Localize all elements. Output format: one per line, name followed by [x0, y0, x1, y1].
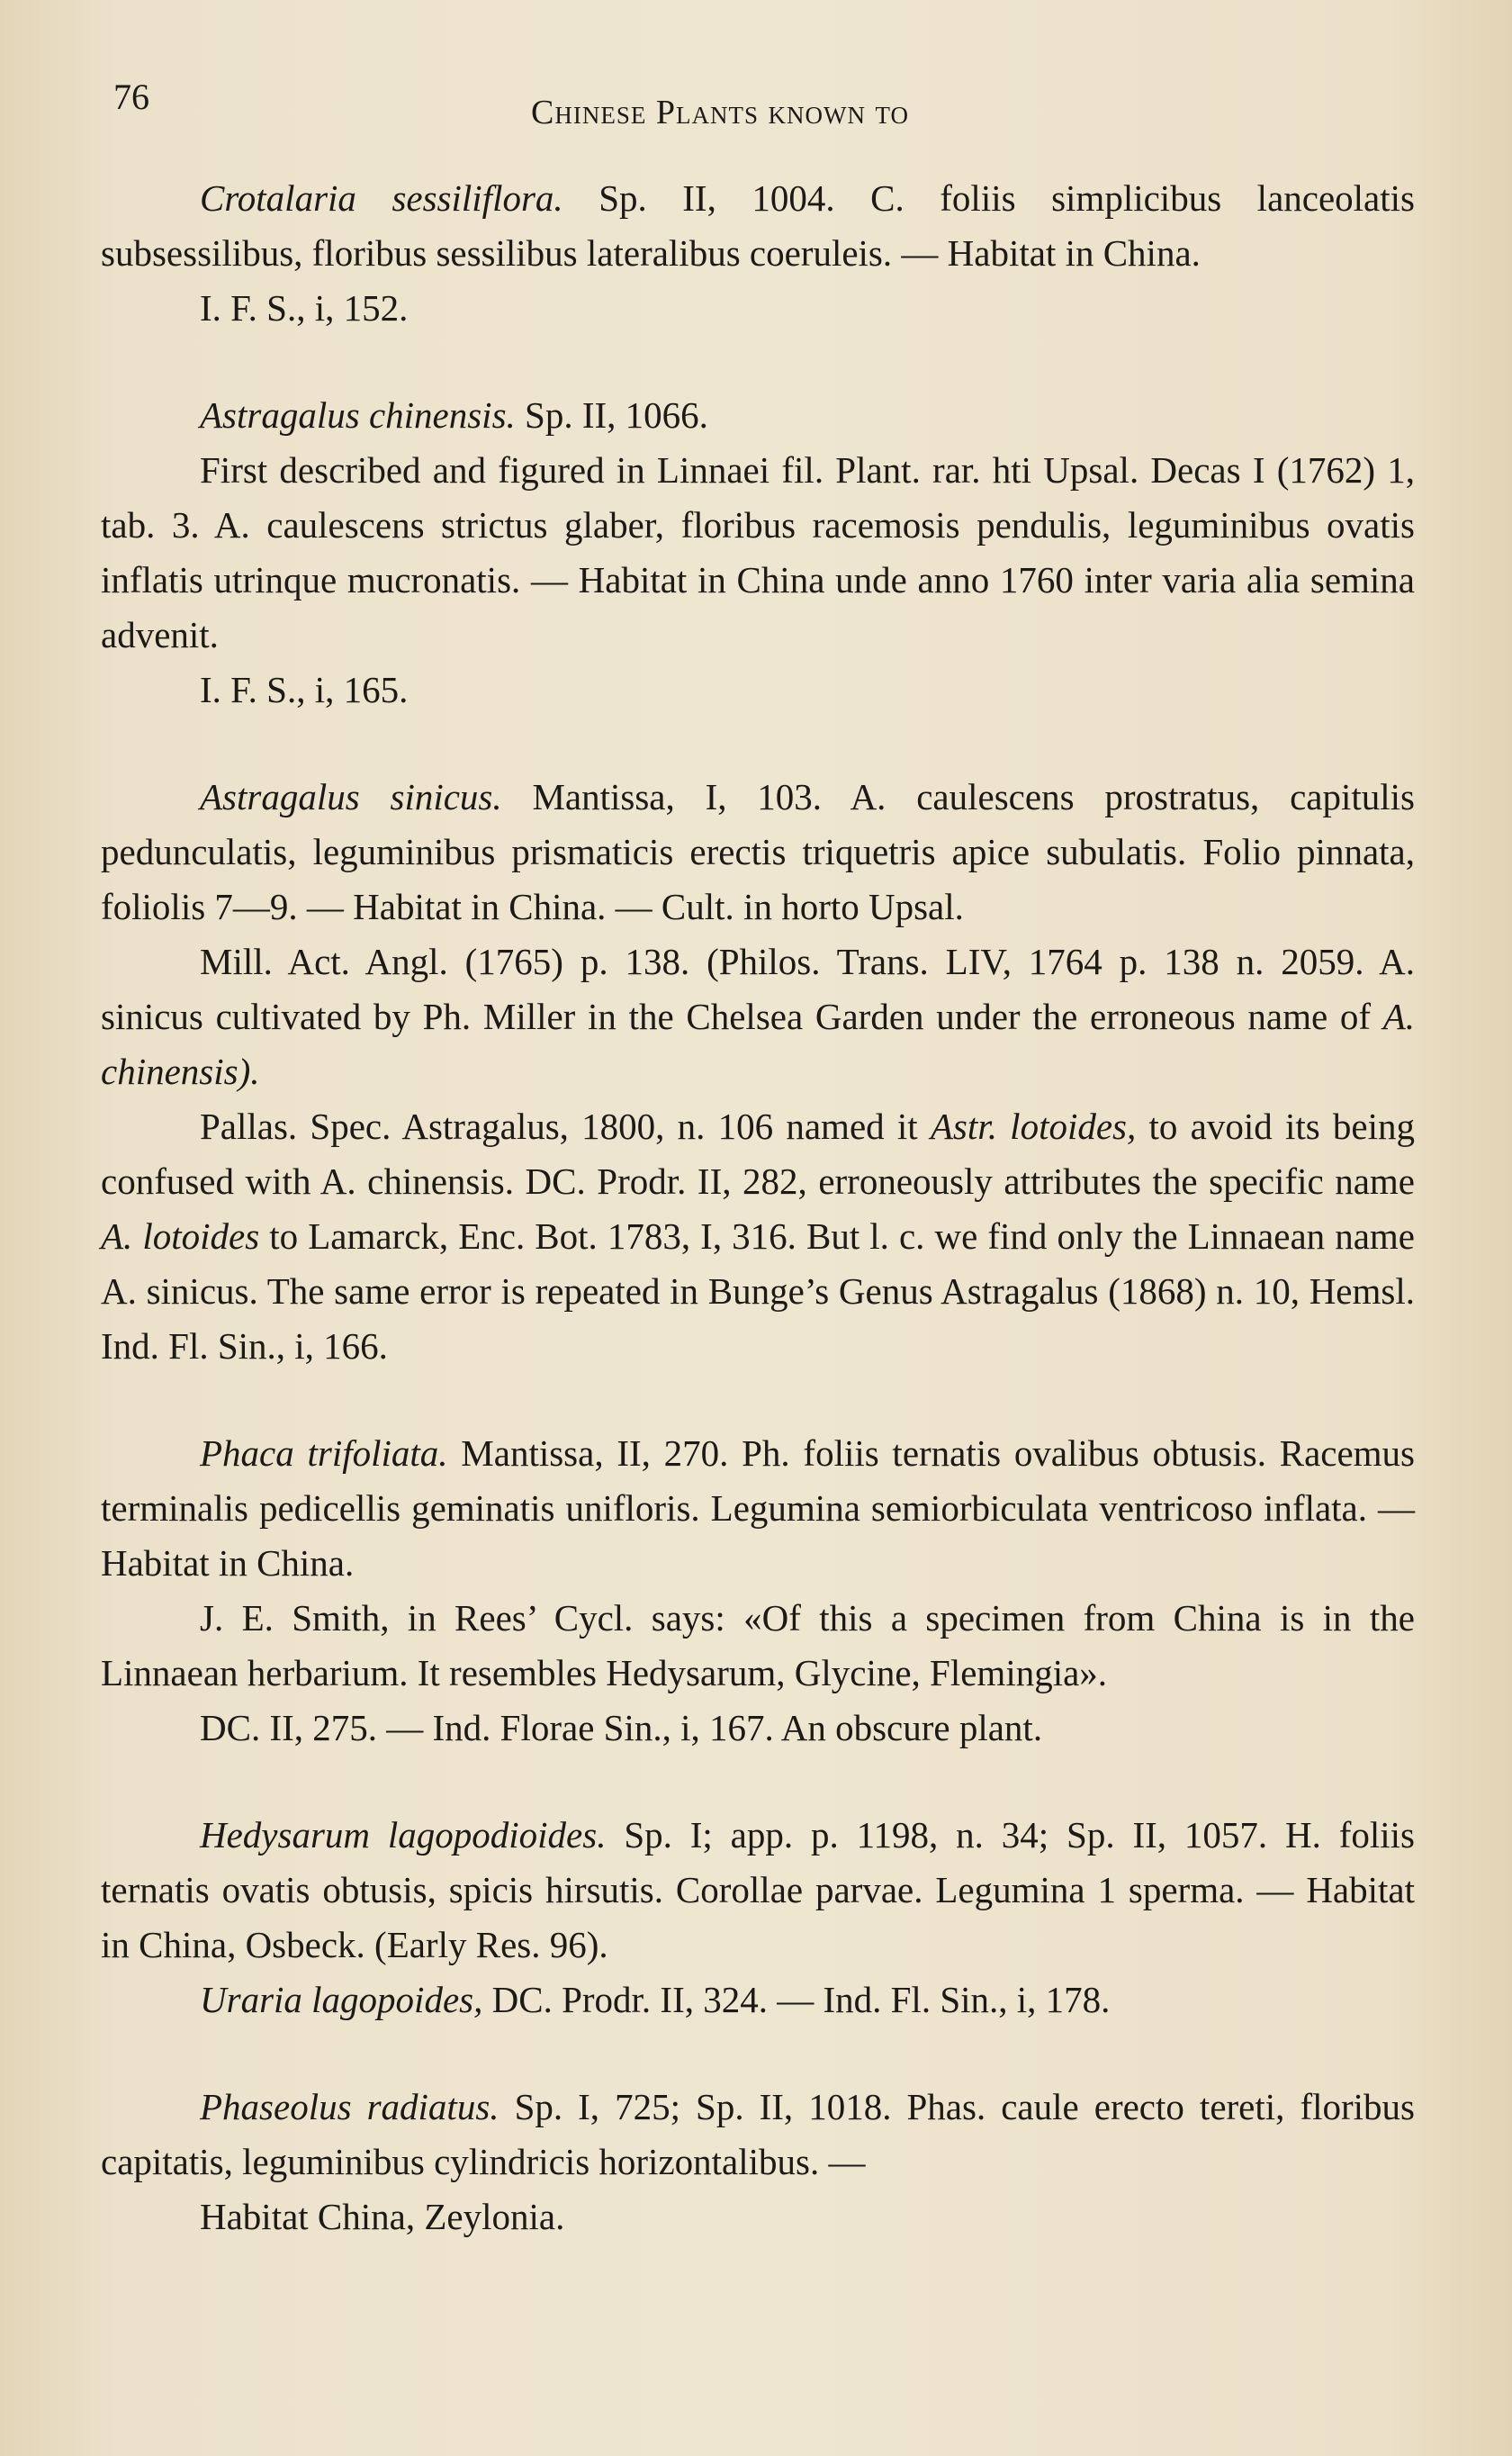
paragraph-text: Pallas. Spec. Astragalus, 1800, n. 106 named it: [200, 1106, 931, 1147]
entry-text: Mantissa, I, 103. A. caulescens prostratus, capitulis pedunculatis, leguminibus prismaticis erectis triquetris apice subulatis. Folio pinnata, foliolis 7—9. — Habitat in China. — Cult. in horto Upsal.: [101, 776, 1416, 927]
entry-first-paragraph: [101, 2080, 1415, 2190]
entry-crotalaria-sessiliflora: [101, 171, 1415, 336]
entry-paragraph: J. E. Smith, in Rees’ Cycl. says: «Of this a specimen from China is in the Linnaean herbarium. It resembles Hedysarum, Glycine, Flemingia».: [101, 1597, 1415, 1693]
entry-paragraph: DC. II, 275. — Ind. Florae Sin., i, 167. An obscure plant.: [200, 1707, 1043, 1748]
entry-first-paragraph: [101, 388, 1415, 443]
entry-astragalus-sinicus: [101, 770, 1415, 1374]
page-number: 76: [113, 77, 149, 117]
entry-paragraph: [101, 1973, 1415, 2027]
entry-paragraph: First described and figured in Linnaei fil. Plant. rar. hti Upsal. Decas I (1762) 1, tab. 3. A. caulescens strictus glaber, floribus racemosis pendulis, leguminibus ovatis inflatis utrinque mucronatis. — Habitat in China unde anno 1760 inter varia alia semina advenit.: [101, 449, 1415, 655]
taxon-name: Astragalus chinensis.: [200, 394, 516, 436]
paragraph-text: Mill. Act. Angl. (1765) p. 138. (Philos. Trans. LIV, 1764 p. 138 n. 2059. A. sinicus cultivated by Ph. Miller in the Chelsea Garden under the erroneous name of: [101, 941, 1415, 1037]
entry-paragraph: I. F. S., i, 152.: [200, 287, 409, 329]
entry-text: Sp. II, 1066.: [515, 394, 708, 436]
entry-first-paragraph: [101, 770, 1415, 935]
page-body: [101, 171, 1415, 2297]
entry-astragalus-chinensis: [101, 388, 1415, 718]
entry-text: Sp. I; app. p. 1198, n. 34; Sp. II, 1057. H. foliis ternatis ovatis obtusis, spicis hirsutis. Corollae parvae. Legumina 1 sperma. — Habitat in China, Osbeck. (Early Res. 96).: [101, 1814, 1415, 1965]
running-head: Chinese Plants known to: [531, 94, 909, 131]
paragraph-text: to Lamarck, Enc. Bot. 1783, I, 316. But l. c. we find only the Linnaean name A. sinicus. The same error is repeated in Bunge’s Genus Astragalus (1868) n. 10, Hemsl. Ind. Fl. Sin., i, 166.: [101, 1215, 1416, 1367]
italic-taxon: Astr. lotoides,: [930, 1106, 1137, 1147]
entry-paragraph: I. F. S., i, 165.: [200, 669, 409, 710]
entry-paragraph: [101, 935, 1415, 1099]
taxon-name: Phaseolus radiatus.: [200, 2086, 500, 2127]
entry-text: Mantissa, II, 270. Ph. foliis ternatis ovalibus obtusis. Racemus terminalis pedicellis geminatis unifloris. Legumina semiorbiculata ventricoso inflata. — Habitat in China.: [101, 1432, 1416, 1584]
taxon-name: Hedysarum lagopodioides.: [200, 1814, 607, 1856]
italic-taxon: A. lotoides: [101, 1215, 260, 1257]
entry-phaca-trifoliata: [101, 1426, 1415, 1756]
entry-first-paragraph: [101, 1808, 1415, 1973]
entry-text: Sp. II, 1004. C. foliis simplicibus lanceolatis subsessilibus, floribus sessilibus lateralibus coeruleis. — Habitat in China.: [101, 177, 1415, 274]
entry-hedysarum-lagopodioides: [101, 1808, 1415, 2027]
italic-taxon: A. chinensis).: [101, 996, 1415, 1092]
entry-paragraph: [101, 1099, 1415, 1374]
entry-text: Sp. I, 725; Sp. II, 1018. Phas. caule erecto tereti, floribus capitatis, leguminibus cylindricis horizontalibus. —: [101, 2086, 1415, 2182]
italic-taxon: Uraria lagopoides,: [200, 1979, 483, 2020]
taxon-name: Astragalus sinicus.: [200, 776, 502, 817]
taxon-name: Phaca trifoliata.: [200, 1432, 448, 1474]
entry-first-paragraph: [101, 171, 1415, 281]
entry-paragraph: Habitat China, Zeylonia.: [200, 2196, 565, 2237]
entry-phaseolus-radiatus: [101, 2080, 1415, 2244]
entry-first-paragraph: [101, 1426, 1415, 1591]
taxon-name: Crotalaria sessiliflora.: [200, 177, 563, 219]
paragraph-text: to avoid its being confused with A. chinensis. DC. Prodr. II, 282, erroneously attributes the specific name: [101, 1106, 1415, 1202]
paragraph-text: DC. Prodr. II, 324. — Ind. Fl. Sin., i, 178.: [482, 1979, 1111, 2020]
